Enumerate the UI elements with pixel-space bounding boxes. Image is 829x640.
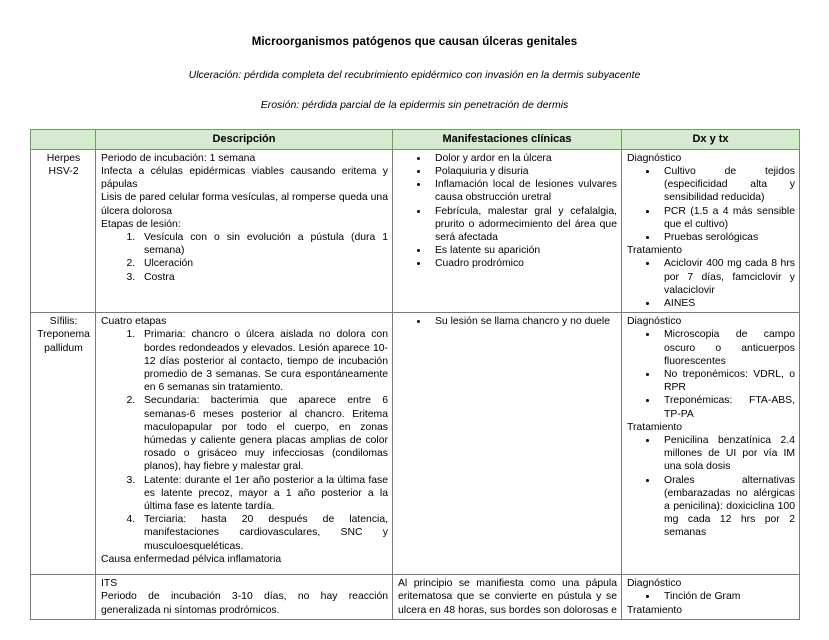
list-item: • Su lesión se llama chancro y no duele [429,315,617,328]
subtitle-erosion: Erosión: pérdida parcial de la epidermis sin penetración de dermis [260,99,569,112]
subtitle-ulceracion: Ulceración: pérdida completa del recubrimiento epidérmico con invasión en la dermis subyacente [188,68,641,81]
table-row [31,575,800,620]
desc-line: Periodo de incubación: 1 semana [101,152,256,164]
list-item: • Penicilina benzatínica 2.4 millones de UI por vía IM una sola dosis [658,434,795,474]
organism-name-line3: pallidum [44,342,83,354]
clinical-cell-its [393,575,622,620]
table-header-row [31,129,800,149]
tx-label: Tratamiento [627,604,683,616]
list-item: 3. Costra [138,271,388,284]
column-header-descripcion: Descripción [96,129,393,149]
list-item: • No treponémicos: VDRL, o RPR [658,368,795,394]
desc-numbered-list [101,328,388,552]
dx-bullet-list [627,328,795,420]
organism-name-line2: Treponema [37,329,90,341]
desc-intro: Cuatro etapas [101,316,167,328]
list-item: 2. Secundaria: bacterimia que aparece entre 6 semanas-6 meses posterior al chancro. Eritema maculopapular por todo el cuerpo, en zonas húmedas y caliente genera placas amplias de color rosado o grisáceo muy infecciosas (condilomas planos), hay fiebre y malestar gral. [138,394,388,473]
list-item: • Cuadro prodrómico [429,257,617,270]
column-header-manifestaciones: Manifestaciones clínicas [393,129,622,149]
organism-cell-its [31,575,96,620]
list-item: • Aciclovir 400 mg cada 8 hrs por 7 días, famciclovir y valaciclovir [658,257,795,297]
table-container [30,112,799,620]
organism-name-line1: Sífilis: [49,316,78,328]
organism-cell-sifilis [31,313,96,575]
list-item: • Treponémicas: FTA-ABS, TP-PA [658,394,795,420]
list-item: • AINES [658,297,795,310]
desc-outro: Causa enfermedad pélvica inflamatoria [101,553,282,565]
dxtx-cell-herpes [622,149,800,312]
pathogens-table [30,129,800,620]
list-item: • Orales alternativas (embarazadas no alérgicas a penicilina): doxiciclina 100 mg cada 12 hrs por 2 semanas [658,474,795,540]
tx-bullet-list [627,257,795,310]
clinical-cell-sifilis [393,313,622,575]
desc-line: Periodo de incubación 3-10 días, no hay reacción generalizada ni síntomas prodrómicos. [101,591,388,616]
clinical-bullet-list [398,315,617,328]
dx-label: Diagnóstico [627,152,682,164]
organism-cell-herpes [31,149,96,312]
dxtx-cell-sifilis [622,313,800,575]
list-item: • Febrícula, malestar gral y cefalalgia, prurito o adormecimiento del área que será afectada [429,205,617,245]
column-header-dxtx: Dx y tx [622,129,800,149]
tx-label: Tratamiento [627,421,683,433]
list-item: • Tinción de Gram [658,590,795,603]
list-item: • Pruebas serológicas [658,231,795,244]
tx-bullet-list [627,434,795,540]
list-item: • PCR (1.5 a 4 más sensible que el cultivo) [658,205,795,231]
clinical-bullet-list [398,152,617,271]
list-item: • Microscopia de campo oscuro o anticuerpos fluorescentes [658,328,795,368]
desc-numbered-list [101,231,388,284]
desc-line: ITS [101,578,118,590]
desc-line: Lisis de pared celular forma vesículas, al romperse queda una úlcera dolorosa [101,192,388,217]
dx-bullet-list [627,590,795,603]
table-row [31,149,800,312]
page-title: Microorganismos patógenos que causan úlceras genitales [251,36,578,48]
list-item: • Polaquiuria y disuria [429,165,617,178]
list-item: 1. Vesícula con o sin evolución a pústula (dura 1 semana) [138,231,388,257]
list-item: • Es latente su aparición [429,244,617,257]
tx-label: Tratamiento [627,245,683,257]
dx-label: Diagnóstico [627,316,682,328]
list-item: • Dolor y ardor en la úlcera [429,152,617,165]
organism-name-line2: HSV-2 [48,165,79,177]
clinical-paragraph: Al principio se manifiesta como una pápula eritematosa que se convierte en pústula y se ulcera en 48 horas, sus bordes son dolorosas e [398,578,617,616]
description-cell-its [96,575,393,620]
table-row [31,313,800,575]
dx-bullet-list [627,165,795,244]
list-item: 3. Latente: durante el 1er año posterior a la última fase es latente precoz, mayor a 1 año posterior a la última fase es latente tardía. [138,474,388,514]
list-item: 2. Ulceración [138,257,388,270]
list-item: • Inflamación local de lesiones vulvares causa obstrucción uretral [429,178,617,204]
desc-line: Infecta a células epidérmicas viables causando eritema y pápulas [101,165,388,191]
list-item: 1. Primaria: chancro o úlcera aislada no dolora con bordes redondeados y elevados. Lesión aparece 10-12 días posterior al contacto, tiempo de incubación promedio de 3 semanas. Se cura espontáneamente en 6 semanas sin tratamiento. [138,328,388,394]
organism-name-line1: Herpes [46,152,81,164]
clinical-cell-herpes [393,149,622,312]
dx-label: Diagnóstico [627,578,682,590]
column-header-organism [31,129,96,149]
description-cell-herpes [96,149,393,312]
desc-line: Etapas de lesión: [101,218,181,230]
description-cell-sifilis [96,313,393,575]
dxtx-cell-its [622,575,800,620]
list-item: • Cultivo de tejidos (especificidad alta y sensibilidad reducida) [658,165,795,205]
list-item: 4. Terciaria: hasta 20 después de latencia, manifestaciones cardiovasculares, SNC y musculoesqueléticas. [138,513,388,553]
